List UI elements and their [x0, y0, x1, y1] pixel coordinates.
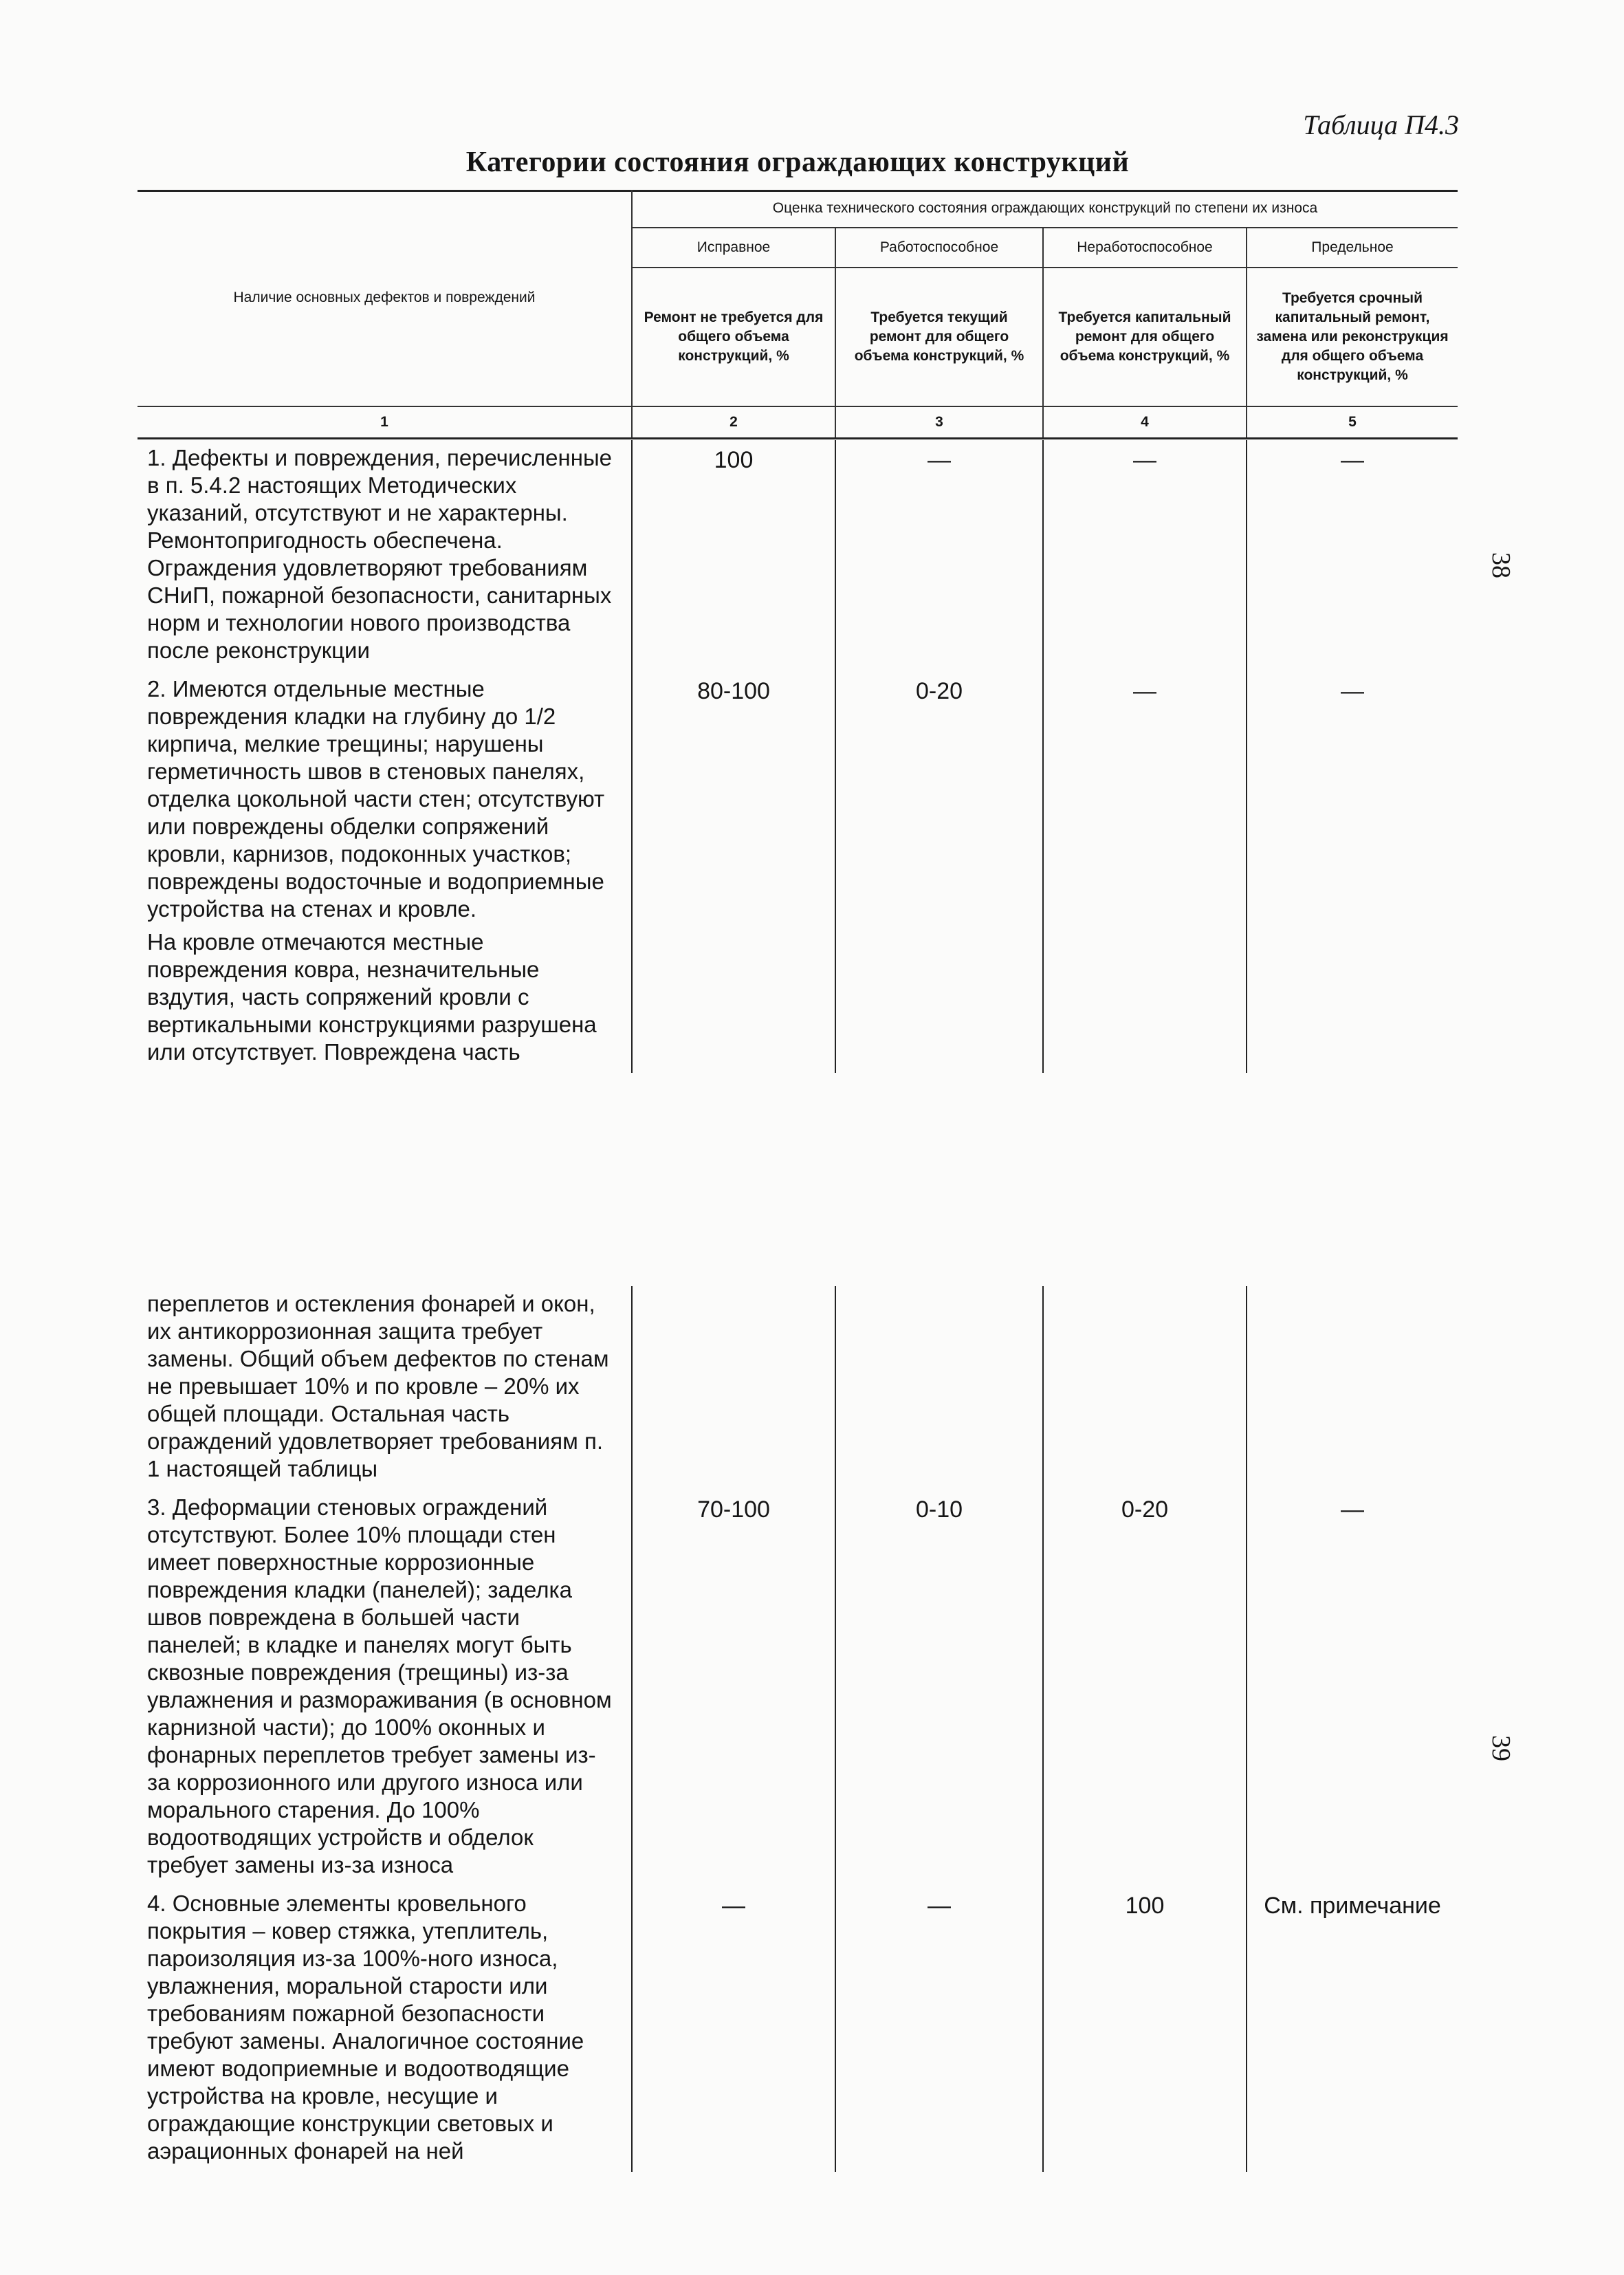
- row-value: 80-100: [633, 671, 836, 1073]
- row-value: [836, 1286, 1044, 1490]
- column-number: 2: [633, 406, 836, 437]
- table-row: [138, 1286, 1458, 1490]
- header-description: Требуется срочный капитальный ремонт, замена или реконструкция для общего объема конструкций, %: [1256, 290, 1449, 383]
- page-number: 38: [1486, 552, 1515, 578]
- header-category: Исправное: [633, 228, 836, 268]
- row-value: —: [836, 1886, 1044, 2172]
- row-value: —: [836, 440, 1044, 671]
- header-category: Предельное: [1247, 228, 1458, 268]
- row-text: 4. Основные элементы кровельного покрытия – ковер стяжка, утеплитель, пароизоляция из-за 100%-ного износа, увлажнения, моральной старости или требованиям пожарной безопасности требуют замены. Аналогичное состояние имеют водоприемные и водоотводящие устройства на кровле, несущие и ограждающие конструкции световых и аэрационных фонарей на ней: [138, 1886, 633, 2172]
- row-value: 100: [633, 440, 836, 671]
- row-text: 3. Деформации стеновых ограждений отсутствуют. Более 10% площади стен имеет поверхностные коррозионные повреждения кладки (панелей); заделка швов повреждена в большей части панелей; в кладке и панелях могут быть сквозные повреждения (трещины) из-за увлажнения и размораживания (в основном карнизной части); до 100% оконных и фонарных переплетов требует замены из-за коррозионного или другого износа или морального старения. До 100% водоотводящих устройств и обделок требует замены из-за износа: [138, 1490, 633, 1886]
- row-value: —: [1044, 671, 1247, 1073]
- row-value: —: [1341, 678, 1364, 704]
- column-number: 4: [1044, 406, 1247, 437]
- row-value: 0-10: [836, 1490, 1044, 1886]
- row-text: переплетов и остекления фонарей и окон, их антикоррозионная защита требует замены. Общий объем дефектов по стенам не превышает 10% и по кровле – 20% их общей площади. Остальная часть ограждений удовлетворяет требованиям п. 1 настоящей таблицы: [138, 1286, 633, 1490]
- row-value: 0-20: [836, 671, 1044, 1073]
- row-value: 0-20: [1044, 1490, 1247, 1886]
- header-description: Требуется капитальный ремонт для общего объема конструкций, %: [1044, 268, 1247, 406]
- row-value: 70-100: [633, 1490, 836, 1886]
- table-header: [138, 190, 1458, 439]
- header-description: Ремонт не требуется для общего объема конструкций, %: [633, 268, 836, 406]
- table-row: [138, 440, 1458, 671]
- header-evaluation: Оценка технического состояния ограждающих конструкций по степени их износа: [633, 190, 1458, 228]
- table-row: [138, 1490, 1458, 1886]
- table-body-part-1: [138, 440, 1458, 1073]
- column-number: 5: [1247, 406, 1458, 437]
- header-defects: Наличие основных дефектов и повреждений: [138, 190, 633, 406]
- row-value: [633, 1286, 836, 1490]
- header-description: Требуется текущий ремонт для общего объема конструкций, %: [836, 268, 1044, 406]
- row-value: —: [1044, 440, 1247, 671]
- page-number: 39: [1486, 1735, 1515, 1761]
- column-number: 1: [138, 406, 633, 437]
- row-value: —: [1341, 447, 1364, 473]
- row-value: [1247, 1286, 1458, 1490]
- header-category: Неработоспособное: [1044, 228, 1247, 268]
- row-value: 100: [1044, 1886, 1247, 2172]
- table-body-part-2: [138, 1286, 1458, 2172]
- row-text-continued: На кровле отмечаются местные повреждения ковра, незначительные вздутия, часть сопряжений кровли с вертикальными конструкциями разрушена или отсутствует. Повреждена часть: [147, 929, 597, 1065]
- row-text: 1. Дефекты и повреждения, перечисленные в п. 5.4.2 настоящих Методических указаний, отсутствуют и не характерны. Ремонтопригодность обеспечена. Ограждения удовлетворяют требованиям СНиП, пожарной безопасности, санитарных норм и технологии нового производства после реконструкции: [138, 440, 633, 671]
- row-value: —: [1341, 1496, 1364, 1523]
- table-label: Таблица П4.3: [1303, 109, 1459, 140]
- column-number: 3: [836, 406, 1044, 437]
- table-row: [138, 1886, 1458, 2172]
- row-value: [1044, 1286, 1247, 1490]
- table-row: [138, 671, 1458, 1073]
- row-value: См. примечание: [1264, 1893, 1441, 1919]
- header-category: Работоспособное: [836, 228, 1044, 268]
- table-title: Категории состояния ограждающих конструкций: [465, 146, 1130, 178]
- row-text: 2. Имеются отдельные местные повреждения кладки на глубину до 1/2 кирпича, мелкие трещины; нарушены герметичность швов в стеновых панелях, отделка цокольной части стен; отсутствуют или повреждены обделки сопряжений кровли, карнизов, подоконных участков; повреждены водосточные и водоприемные устройства на стенах и кровле.: [147, 676, 605, 922]
- row-value: —: [633, 1886, 836, 2172]
